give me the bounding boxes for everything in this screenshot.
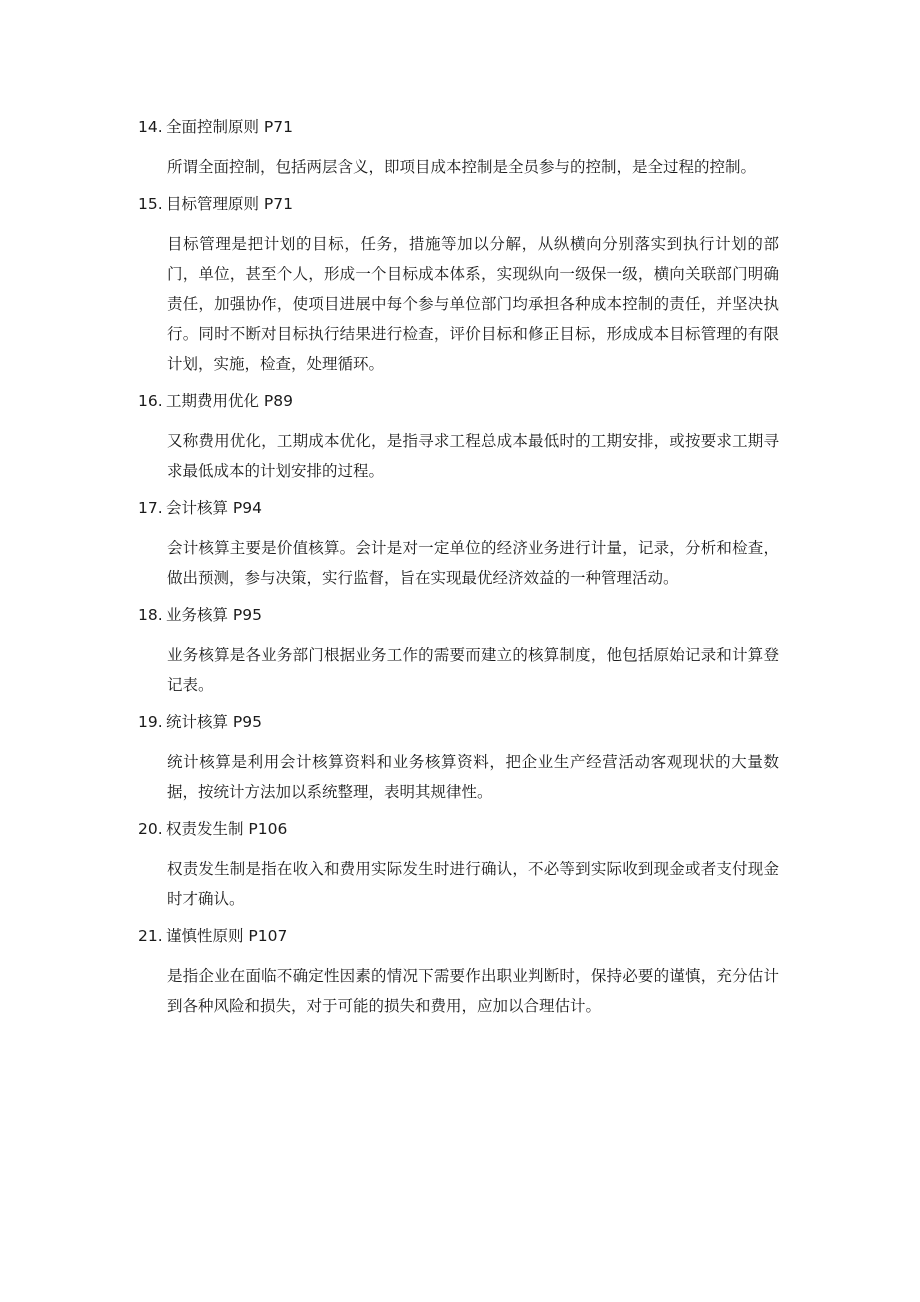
term-definition: 权责发生制是指在收入和费用实际发生时进行确认，不必等到实际收到现金或者支付现金时才确认。 xyxy=(167,860,779,908)
term-list xyxy=(138,115,788,1031)
term-definition: 所谓全面控制，包括两层含义，即项目成本控制是全员参与的控制，是全过程的控制。 xyxy=(167,158,757,176)
term-title: 全面控制原则 P71 xyxy=(166,118,293,136)
term-item xyxy=(138,603,788,700)
term-item xyxy=(138,389,788,486)
term-item xyxy=(138,192,788,379)
term-heading xyxy=(138,710,788,734)
term-number: 18. xyxy=(138,606,163,624)
term-item xyxy=(138,496,788,593)
term-item xyxy=(138,710,788,807)
term-number: 19. xyxy=(138,713,163,731)
term-number: 21. xyxy=(138,927,163,945)
term-heading xyxy=(138,817,788,841)
term-heading xyxy=(138,496,788,520)
term-definition: 又称费用优化，工期成本优化，是指寻求工程总成本最低时的工期安排，或按要求工期寻求最低成本的计划安排的过程。 xyxy=(167,432,779,480)
term-item xyxy=(138,924,788,1021)
term-item xyxy=(138,817,788,914)
term-heading xyxy=(138,389,788,413)
term-heading xyxy=(138,192,788,216)
term-definition: 目标管理是把计划的目标，任务，措施等加以分解，从纵横向分别落实到执行计划的部门，单位，甚至个人，形成一个目标成本体系，实现纵向一级保一级，横向关联部门明确责任，加强协作，使项目进展中每个参与单位部门均承担各种成本控制的责任，并坚决执行。同时不断对目标执行结果进行检查，评价目标和修正目标，形成成本目标管理的有限计划，实施，检查，处理循环。 xyxy=(167,235,779,373)
term-title: 工期费用优化 P89 xyxy=(166,392,293,410)
term-number: 20. xyxy=(138,820,163,838)
term-heading xyxy=(138,603,788,627)
term-title: 权责发生制 P106 xyxy=(166,820,288,838)
term-title: 业务核算 P95 xyxy=(166,606,262,624)
term-definition: 是指企业在面临不确定性因素的情况下需要作出职业判断时，保持必要的谨慎，充分估计到各种风险和损失，对于可能的损失和费用，应加以合理估计。 xyxy=(167,967,779,1015)
term-item xyxy=(138,115,788,182)
term-number: 14. xyxy=(138,118,163,136)
term-definition: 会计核算主要是价值核算。会计是对一定单位的经济业务进行计量，记录，分析和检查，做出预测，参与决策，实行监督，旨在实现最优经济效益的一种管理活动。 xyxy=(167,539,779,587)
term-definition: 统计核算是利用会计核算资料和业务核算资料，把企业生产经营活动客观现状的大量数据，按统计方法加以系统整理，表明其规律性。 xyxy=(167,753,779,801)
term-heading xyxy=(138,115,788,139)
term-number: 17. xyxy=(138,499,163,517)
term-title: 目标管理原则 P71 xyxy=(166,195,293,213)
term-title: 统计核算 P95 xyxy=(166,713,262,731)
term-number: 16. xyxy=(138,392,163,410)
term-number: 15. xyxy=(138,195,163,213)
term-title: 谨慎性原则 P107 xyxy=(166,927,288,945)
term-title: 会计核算 P94 xyxy=(166,499,262,517)
term-heading xyxy=(138,924,788,948)
term-definition: 业务核算是各业务部门根据业务工作的需要而建立的核算制度，他包括原始记录和计算登记表。 xyxy=(167,646,779,694)
